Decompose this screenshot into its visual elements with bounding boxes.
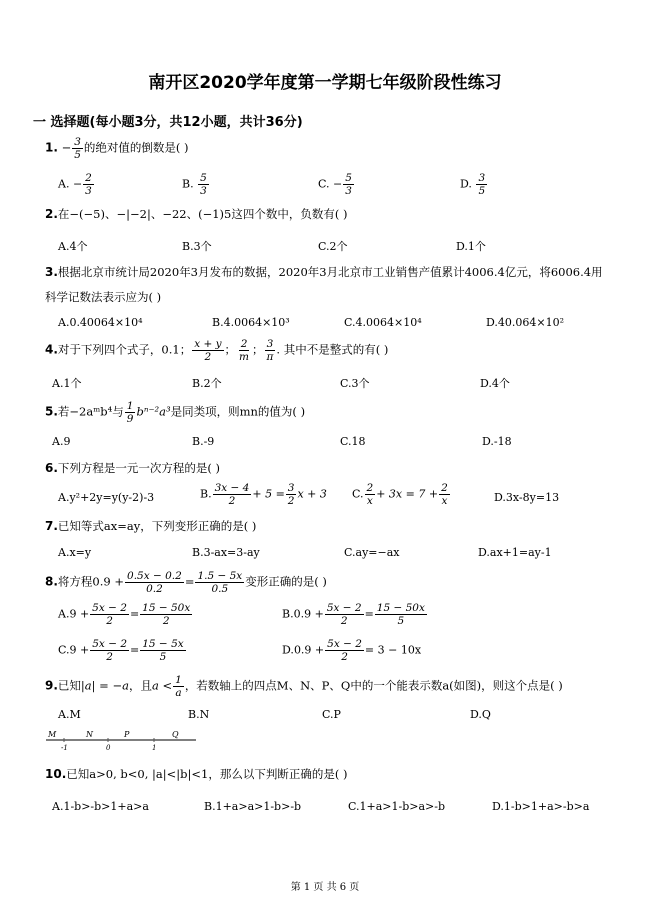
option-a: A.1个 [52, 377, 82, 390]
option-a: A.0.40064×10⁴ [58, 316, 143, 329]
option-c: C.18 [340, 435, 366, 448]
option-a: A.M [58, 708, 81, 721]
option-b: B.3个 [182, 240, 212, 253]
option-d: D.4个 [480, 377, 510, 390]
option-c: C.9 + $\frac{5x - 2}{2}$ = $\frac{15 - 5x}{5}$ [58, 638, 184, 663]
option-d: D.1-b>1+a>-b>a [492, 800, 590, 813]
option-a: A.y²+2y=y(y-2)-3 [58, 491, 155, 504]
option-b: B.N [188, 708, 210, 721]
option-b: B.0.9 + $\frac{5x - 2}{2}$ = $\frac{15 - 50x}{5}$ [282, 602, 425, 627]
option-c: C.4.0064×10⁴ [344, 316, 422, 329]
page-footer: 第 1 页 共 6 页 [290, 882, 360, 893]
option-b: B. $\frac{5}{3}$ [182, 172, 207, 197]
option-b: B.-9 [192, 435, 215, 448]
question-text: 根据北京市统计局2020年3月发布的数据，2020年3月北京市工业销售产值累计4006.4亿元，将6006.4用 [57, 265, 603, 279]
point-label-q: Q [172, 730, 179, 739]
option-d: D.1个 [456, 240, 486, 253]
question-text: 已知等式ax=ay，下列变形正确的是( ) [57, 519, 257, 533]
option-d: D.3x-8y=13 [494, 491, 560, 504]
question-number: 6. [45, 461, 58, 475]
option-c: C. $\frac{2}{x}$ + 3x = 7 + $\frac{2}{x}$ [352, 482, 448, 507]
question-2 [45, 206, 347, 222]
option-d: D. $\frac{3}{5}$ [460, 172, 486, 197]
option-b: B.3-ax=3-ay [192, 546, 260, 559]
option-d: D.Q [470, 708, 491, 721]
option-c: C.P [322, 708, 341, 721]
question-6 [45, 460, 220, 476]
option-a: A.9 + $\frac{5x - 2}{2}$ = $\frac{15 - 50x}{2}$ [58, 602, 191, 627]
question-number: 3. [45, 265, 58, 279]
question-number: 9. [45, 678, 58, 693]
point-label-p: P [124, 730, 130, 739]
question-9: 9.已知|a| = −a，且a < $\frac{1}{a}$ ，若数轴上的四点M、N、P、Q中的一个能表示数a(如图)，则这个点是( ) [45, 674, 563, 699]
question-4: 4.对于下列四个式子，0.1； $\frac{x + y}{2}$ ； $\frac{2}{m}$ ； $\frac{3}{\pi}$ . 其中不是整式的有( ) [45, 338, 389, 363]
tick-label-1: 1 [152, 744, 157, 752]
option-c: C. − $\frac{5}{3}$ [318, 172, 352, 197]
question-number: 5. [45, 404, 58, 419]
question-10 [45, 766, 347, 782]
question-number: 2. [45, 207, 58, 221]
option-d: D.-18 [482, 435, 512, 448]
point-label-n: N [86, 730, 93, 739]
option-b: B. $\frac{3x - 4}{2}$ + 5 = $\frac{3}{2}$ x + 3 [200, 482, 327, 507]
option-a: A.4个 [58, 240, 88, 253]
option-b: B.2个 [192, 377, 222, 390]
question-7 [45, 518, 256, 534]
option-c: C.ay=−ax [344, 546, 400, 559]
question-number: 8. [45, 574, 58, 589]
number-line-figure [44, 728, 200, 752]
tick-label-minus-1: -1 [61, 744, 68, 752]
option-d: D.40.064×10² [486, 316, 565, 329]
question-8: 8.将方程0.9 + $\frac{0.5x - 0.2}{0.2}$ = $\frac{1.5 - 5x}{0.5}$ 变形正确的是( ) [45, 570, 327, 595]
section-heading: 一 选择题(每小题3分，共12小题，共计36分) [33, 115, 303, 130]
page-title: 南开区2020学年度第一学期七年级阶段性练习 [148, 73, 502, 93]
point-label-m: M [48, 730, 57, 739]
question-text: 下列方程是一元一次方程的是( ) [57, 461, 221, 475]
question-number: 10. [45, 767, 67, 781]
tick-label-0: 0 [106, 744, 111, 752]
option-c: C.2个 [318, 240, 348, 253]
option-a: A.x=y [58, 546, 92, 559]
question-text: 的绝对值的倒数是( ) [83, 140, 189, 155]
question-number: 4. [45, 342, 58, 357]
option-c: C.1+a>1-b>a>-b [348, 800, 446, 813]
option-d: D.0.9 + $\frac{5x - 2}{2}$ = 3 − 10x [282, 638, 422, 663]
question-text: 在−(−5)、−|−2|、−22、(−1)5这四个数中，负数有( ) [57, 207, 348, 221]
option-d: D.ax+1=ay-1 [478, 546, 552, 559]
option-a: A.9 [52, 435, 71, 448]
option-b: B.4.0064×10³ [212, 316, 290, 329]
minus-sign: − [61, 140, 72, 155]
question-number: 1. [45, 140, 58, 155]
option-b: B.1+a>a>1-b>-b [204, 800, 302, 813]
option-c: C.3个 [340, 377, 370, 390]
option-a: A.1-b>-b>1+a>a [52, 800, 149, 813]
fraction: $\frac{3}{5}$ [74, 136, 81, 161]
question-text: 已知a>0, b<0, |a|<|b|<1，那么以下判断正确的是( ) [66, 767, 348, 781]
option-a: A. − $\frac{2}{3}$ [58, 172, 92, 197]
question-1 [45, 136, 189, 161]
question-5: 5.若−2aᵐb⁴与 $\frac{1}{9}$ bⁿ⁻²a³是同类项，则mn的值为( ) [45, 400, 306, 425]
number-line [44, 728, 200, 752]
question-3-line-2: 科学记数法表示应为( ) [45, 290, 162, 304]
question-number: 7. [45, 519, 58, 533]
question-3 [45, 264, 603, 280]
